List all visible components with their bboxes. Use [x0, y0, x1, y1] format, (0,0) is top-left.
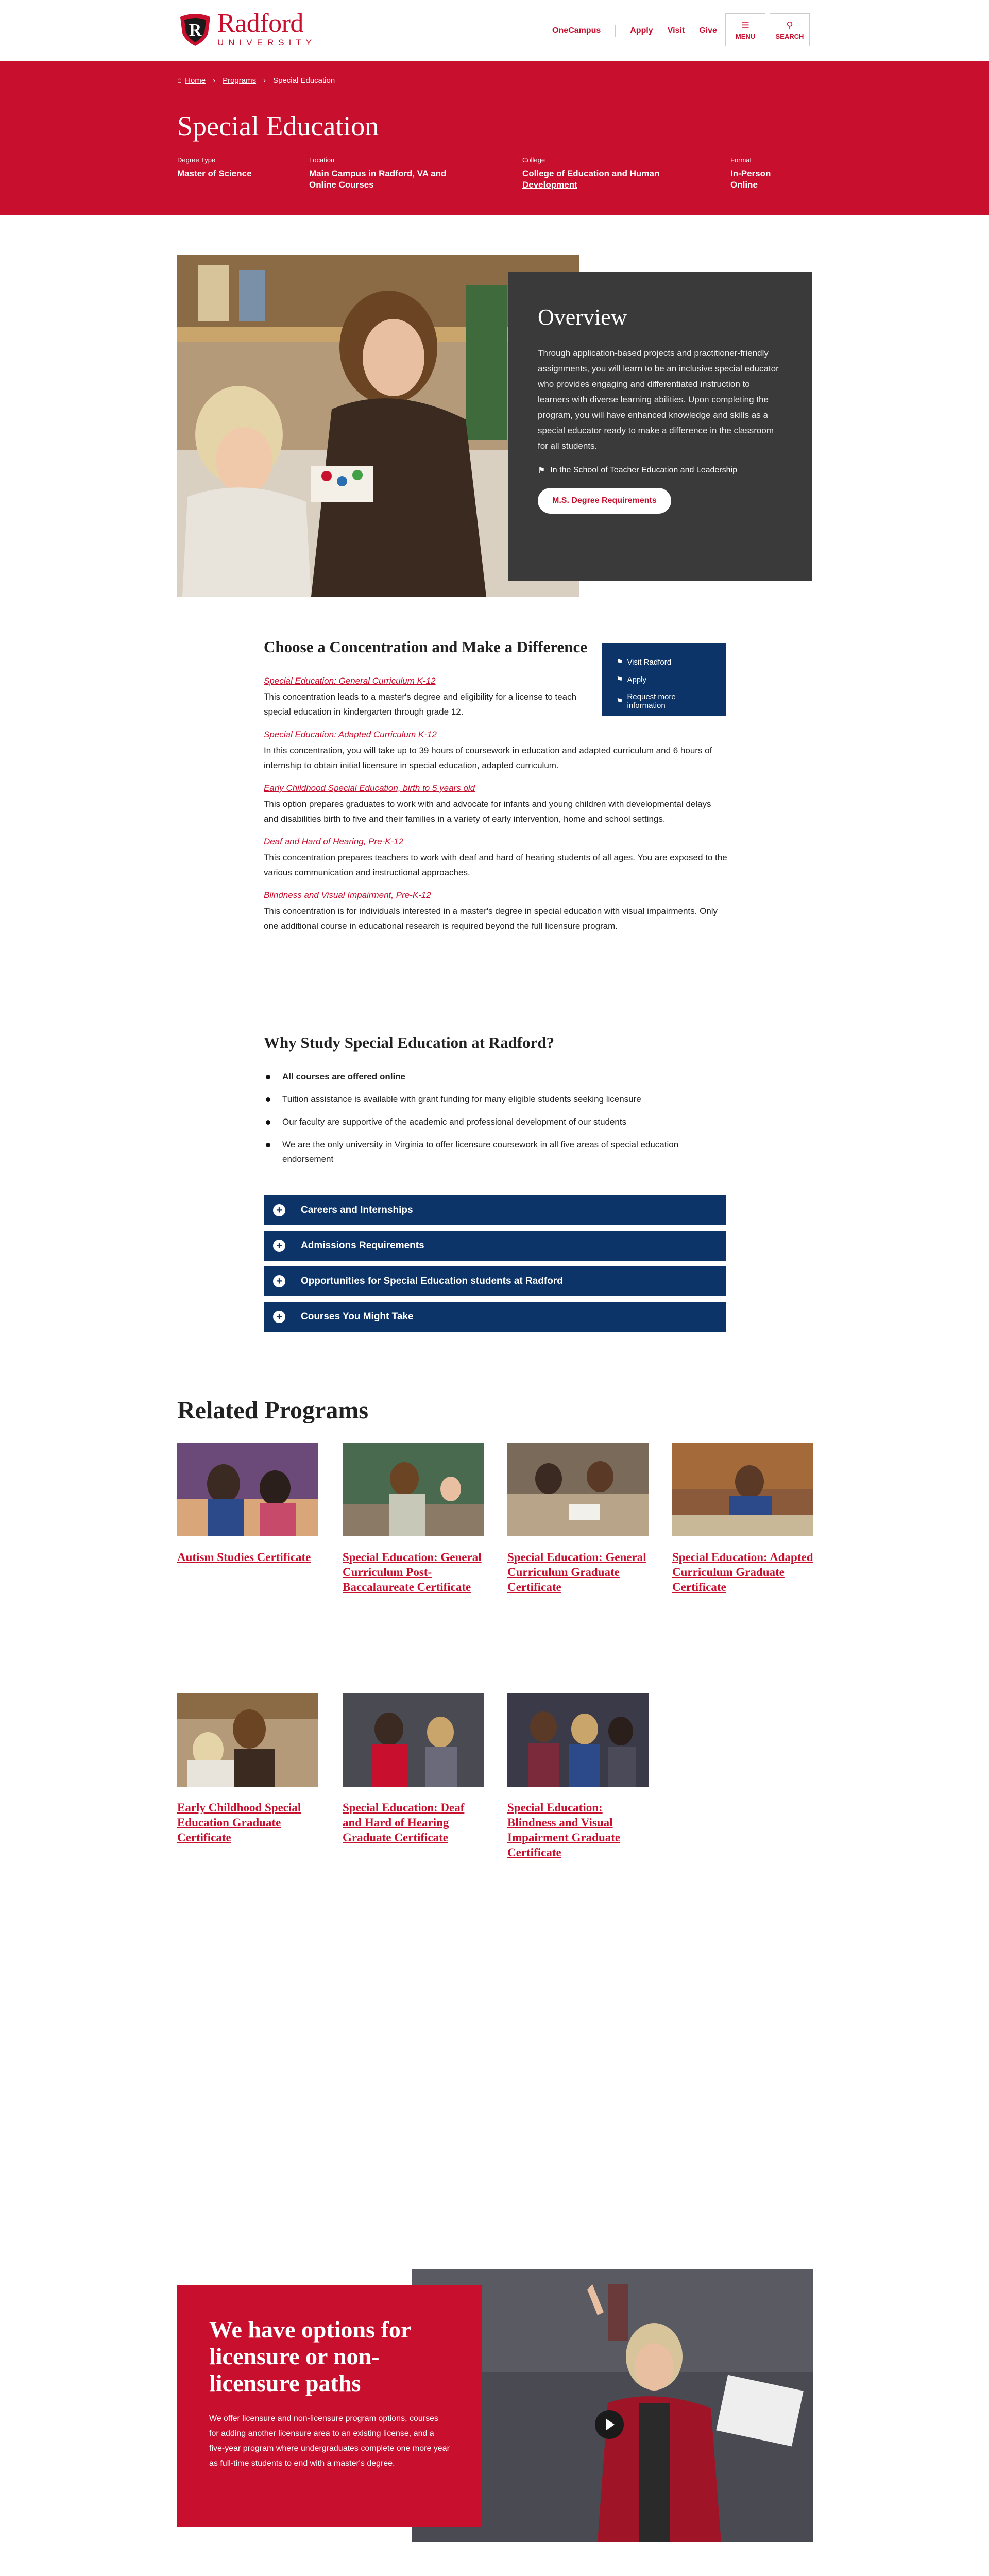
fact-location [309, 156, 522, 191]
list-item: Tuition assistance is available with grant funding for many eligible students seeking licensure [264, 1092, 727, 1107]
concentration-item [264, 890, 727, 934]
breadcrumb-separator: › [263, 76, 266, 85]
concentrations-title: Choose a Concentration and Make a Difference [264, 638, 587, 656]
breadcrumb-separator: › [213, 76, 216, 85]
accordion-admissions[interactable] [264, 1231, 726, 1261]
fact-label: College [522, 156, 545, 164]
quick-link-label: Apply [627, 675, 646, 684]
menu-label: MENU [735, 32, 756, 40]
program-card-title[interactable]: Special Education: General Curriculum Graduate Certificate [507, 1551, 646, 1594]
school-line [538, 465, 782, 476]
concentration-text: This concentration is for individuals interested in a master's degree in special education with visual impairments. Only one additional course in educational research is required beyond the full licensure program. [264, 906, 718, 931]
accordion-label: Opportunities for Special Education students at Radford [301, 1276, 563, 1286]
nav-visit[interactable]: Visit [667, 26, 685, 35]
concentration-text: This concentration prepares teachers to work with deaf and hard of hearing students of all ages. You are exposed to the various communication and instructional approaches. [264, 853, 727, 877]
concentration-item [264, 837, 727, 880]
play-icon[interactable] [595, 2410, 624, 2439]
list-item: Our faculty are supportive of the academic and professional development of our students [264, 1115, 727, 1129]
program-card-title[interactable]: Special Education: Adapted Curriculum Graduate Certificate [672, 1551, 813, 1594]
fact-degree-type [177, 156, 309, 191]
fact-label: Location [309, 156, 335, 164]
concentration-item [264, 783, 727, 826]
fact-label: Degree Type [177, 156, 216, 164]
program-card-title[interactable]: Autism Studies Certificate [177, 1551, 311, 1564]
accordion-label: Admissions Requirements [301, 1240, 424, 1251]
program-card[interactable] [177, 1443, 318, 1565]
plus-icon: + [273, 1204, 285, 1216]
concentration-link[interactable]: Special Education: General Curriculum K-12 [264, 676, 436, 686]
menu-button[interactable] [725, 13, 765, 46]
quick-link-label: Request more information [627, 692, 676, 710]
fact-value: In-Person Online [730, 168, 771, 190]
breadcrumb-home[interactable]: Home [185, 76, 206, 85]
licensure-body: We offer licensure and non-licensure program options, courses for adding another licensure area to an existing license, and a five-year program where undergraduates complete one more year as full-time students to end with a master's degree. [209, 2414, 450, 2468]
fact-format [730, 156, 808, 191]
program-thumbnail [507, 1443, 649, 1536]
site-header [0, 0, 989, 61]
program-thumbnail [343, 1693, 484, 1787]
search-icon: ⚲ [786, 20, 793, 30]
college-link[interactable]: College of Education and Human Development [522, 168, 660, 190]
nav-give[interactable]: Give [699, 26, 717, 35]
why-study-section [264, 1033, 727, 1175]
accordion-courses[interactable] [264, 1302, 726, 1332]
licensure-title: We have options for licensure or non-licensure paths [209, 2316, 411, 2396]
concentration-item [264, 676, 578, 719]
fact-college [522, 156, 730, 191]
svg-text:R: R [189, 20, 202, 40]
accordion-label: Careers and Internships [301, 1205, 413, 1215]
search-button[interactable] [770, 13, 810, 46]
overview-panel [508, 272, 812, 581]
utility-nav [552, 25, 731, 37]
concentration-link[interactable]: Special Education: Adapted Curriculum K-12 [264, 730, 437, 739]
nav-divider [615, 25, 616, 37]
accordion-careers[interactable] [264, 1195, 726, 1225]
program-card[interactable] [507, 1443, 649, 1595]
program-card[interactable] [177, 1693, 318, 1845]
degree-requirements-button[interactable]: M.S. Degree Requirements [538, 488, 671, 514]
quick-link-visit[interactable] [616, 657, 712, 667]
pennant-icon: ⚑ [616, 697, 623, 706]
program-thumbnail [343, 1443, 484, 1536]
breadcrumb-programs[interactable]: Programs [223, 76, 257, 85]
school-name: In the School of Teacher Education and Leadership [550, 466, 737, 474]
nav-onecampus[interactable]: OneCampus [552, 26, 601, 35]
concentration-link[interactable]: Deaf and Hard of Hearing, Pre-K-12 [264, 837, 404, 846]
logo-subtitle: UNIVERSITY [217, 38, 317, 47]
concentration-link[interactable]: Early Childhood Special Education, birth to 5 years old [264, 783, 475, 793]
breadcrumb [177, 76, 335, 85]
concentration-text: This option prepares graduates to work with and advocate for infants and young children with developmental delays and disabilities birth to five and their families in a variety of early intervention, home and school settings. [264, 799, 711, 824]
why-list [264, 1070, 727, 1166]
program-card[interactable] [343, 1693, 484, 1845]
accordion-label: Courses You Might Take [301, 1311, 414, 1322]
licensure-panel [177, 2285, 482, 2527]
plus-icon: + [273, 1311, 285, 1323]
overview-body: Through application-based projects and practitioner-friendly assignments, you will learn to be an inclusive special educator who provides engaging and differentiated instruction to learners with diverse learning abilities. Upon completing the program, you will have enhanced knowledge and skills as a special educator ready to make a difference in the classroom for all students. [538, 348, 779, 451]
program-thumbnail [177, 1443, 318, 1536]
plus-icon: + [273, 1240, 285, 1252]
program-card-title[interactable]: Special Education: General Curriculum Post-Baccalaureate Certificate [343, 1551, 482, 1594]
radford-shield-icon [177, 11, 213, 47]
why-title: Why Study Special Education at Radford? [264, 1033, 555, 1052]
pennant-icon: ⚑ [616, 658, 623, 667]
quick-link-apply[interactable] [616, 675, 712, 684]
list-item: We are the only university in Virginia to offer licensure coursework in all five areas of special education endorsement [264, 1138, 727, 1166]
page-title: Special Education [177, 111, 379, 142]
home-icon: ⌂ [177, 76, 182, 85]
accordion-opportunities[interactable] [264, 1266, 726, 1296]
program-card[interactable] [507, 1693, 649, 1860]
program-facts [177, 156, 808, 191]
program-card[interactable] [343, 1443, 484, 1595]
quick-link-request-info[interactable] [616, 692, 712, 710]
fact-value: Main Campus in Radford, VA and Online Courses [309, 168, 447, 190]
list-item: All courses are offered online [264, 1070, 727, 1084]
program-thumbnail [507, 1693, 649, 1787]
plus-icon: + [273, 1275, 285, 1287]
quick-links-box [602, 643, 726, 716]
program-card-title[interactable]: Special Education: Blindness and Visual Impairment Graduate Certificate [507, 1801, 621, 1859]
program-thumbnail [672, 1443, 813, 1536]
concentration-text: In this concentration, you will take up to 39 hours of coursework in education and adapted curriculum and 6 hours of internship to obtain initial licensure in special education, adapted curriculum. [264, 745, 712, 770]
search-label: SEARCH [775, 32, 804, 40]
quick-link-label: Visit Radford [627, 657, 672, 667]
fact-value: Master of Science [177, 168, 252, 178]
concentration-text: This concentration leads to a master's degree and eligibility for a license to teach special education in kindergarten through grade 12. [264, 692, 577, 717]
program-card-title[interactable]: Early Childhood Special Education Graduate Certificate [177, 1801, 301, 1844]
overview-title: Overview [538, 304, 627, 330]
concentration-link[interactable]: Blindness and Visual Impairment, Pre-K-12 [264, 890, 431, 900]
program-thumbnail [177, 1693, 318, 1787]
nav-apply[interactable]: Apply [630, 26, 653, 35]
radford-logo[interactable] [177, 10, 316, 47]
program-hero [0, 61, 989, 215]
related-programs-title: Related Programs [177, 1397, 369, 1424]
fact-label: Format [730, 156, 752, 164]
program-card[interactable] [672, 1443, 813, 1595]
pennant-icon: ⚑ [616, 675, 623, 684]
hamburger-icon: ☰ [741, 20, 750, 30]
breadcrumb-current: Special Education [273, 76, 335, 85]
pennant-icon: ⚑ [538, 466, 545, 475]
program-card-title[interactable]: Special Education: Deaf and Hard of Hearing Graduate Certificate [343, 1801, 465, 1844]
concentration-item [264, 730, 727, 773]
logo-name: Radford [217, 9, 303, 38]
